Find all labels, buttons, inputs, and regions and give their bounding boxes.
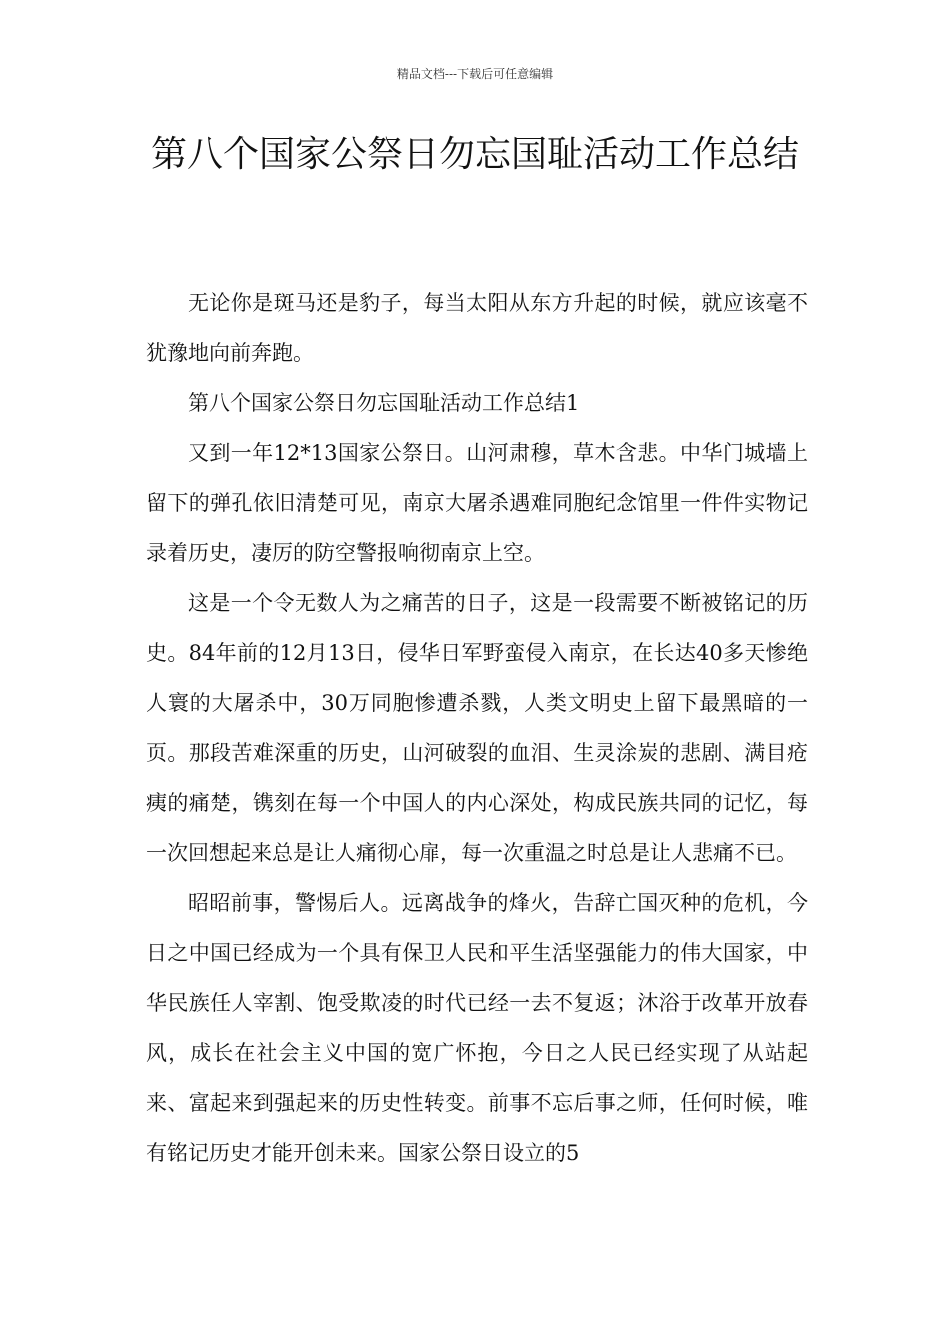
header-note: 精品文档---下载后可任意编辑 bbox=[396, 67, 554, 81]
document-title: 第八个国家公祭日勿忘国耻活动工作总结 bbox=[150, 134, 799, 175]
paragraph: 又到一年12*13国家公祭日。山河肃穆，草木含悲。中华门城墙上留下的弹孔依旧清楚可见，南京大屠杀遇难同胞纪念馆里一件件实物记录着历史，凄厉的防空警报响彻南京上空。 bbox=[146, 441, 808, 565]
paragraph: 无论你是斑马还是豹子，每当太阳从东方升起的时候，就应该毫不犹豫地向前奔跑。 bbox=[146, 291, 808, 365]
paragraph: 昭昭前事，警惕后人。远离战争的烽火，告辞亡国灭种的危机，今日之中国已经成为一个具有保卫人民和平生活坚强能力的伟大国家，中华民族任人宰割、饱受欺凌的时代已经一去不复返；沐浴于改革开放春风，成长在社会主义中国的宽广怀抱，今日之人民已经实现了从站起来、富起来到强起来的历史性转变。前事不忘后事之师，任何时候，唯有铭记历史才能开创未来。国家公祭日设立的5 bbox=[146, 891, 808, 1165]
section-heading: 第八个国家公祭日勿忘国耻活动工作总结1 bbox=[188, 391, 580, 415]
paragraph: 这是一个令无数人为之痛苦的日子，这是一段需要不断被铭记的历史。84年前的12月13日，侵华日军野蛮侵入南京，在长达40多天惨绝人寰的大屠杀中，30万同胞惨遭杀戮，人类文明史上留下最黑暗的一页。那段苦难深重的历史，山河破裂的血泪、生灵涂炭的悲剧、满目疮痍的痛楚，镌刻在每一个中国人的内心深处，构成民族共同的记忆，每一次回想起来总是让人痛彻心扉，每一次重温之时总是让人悲痛不已。 bbox=[146, 591, 808, 865]
document-body bbox=[146, 278, 808, 1178]
